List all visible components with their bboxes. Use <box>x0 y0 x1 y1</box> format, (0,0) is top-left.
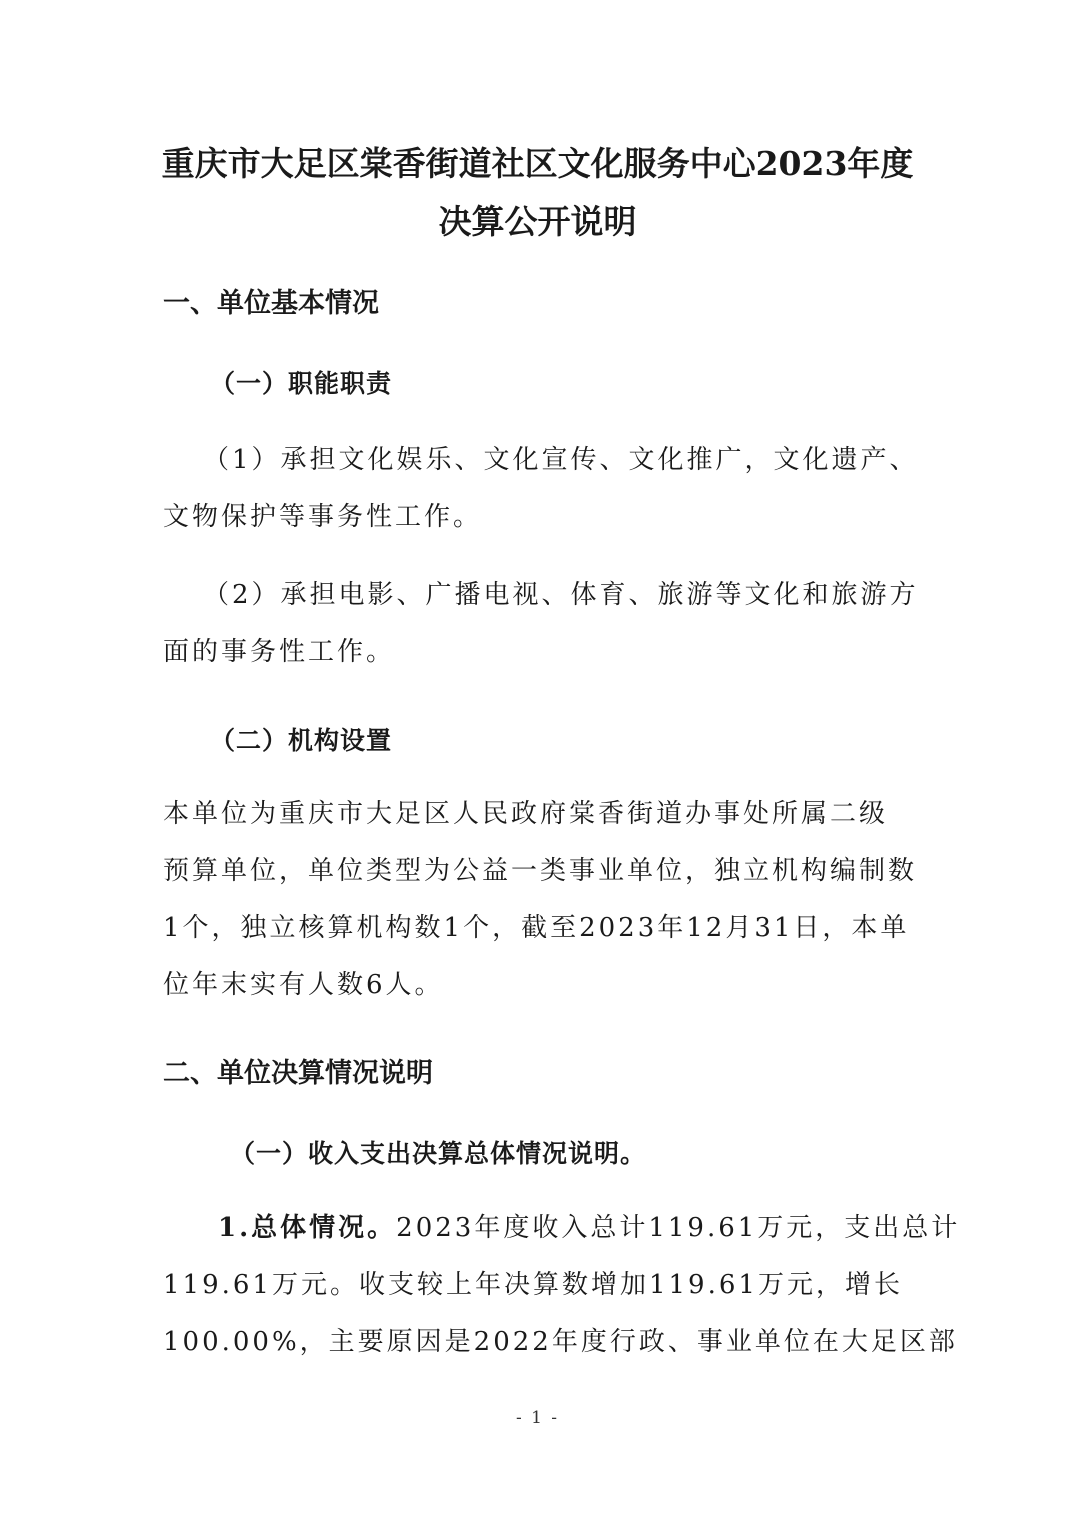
section-1-sub-1-heading: （一）职能职责 <box>210 369 393 398</box>
org-setup-line-4: 位年末实有人数6人。 <box>163 970 444 1000</box>
overall-situation-line-3: 100.00%，主要原因是2022年度行政、事业单位在大足区部 <box>163 1327 958 1357</box>
section-1-sub-2-heading: （二）机构设置 <box>210 726 393 755</box>
duty-item-1 <box>163 432 919 546</box>
overall-situation-lead: 1.总体情况。 <box>218 1213 397 1243</box>
org-setup-paragraph <box>163 786 918 1014</box>
duty-item-2 <box>163 567 919 681</box>
overall-situation-paragraph <box>163 1200 961 1371</box>
section-1-heading: 一、单位基本情况 <box>163 288 379 319</box>
org-setup-line-1: 本单位为重庆市大足区人民政府棠香街道办事处所属二级 <box>163 799 889 829</box>
duty-item-1-line-2: 文物保护等事务性工作。 <box>163 502 483 532</box>
org-setup-line-2: 预算单位，单位类型为公益一类事业单位，独立机构编制数 <box>163 856 918 886</box>
overall-situation-line-2: 119.61万元。收支较上年决算数增加119.61万元，增长 <box>163 1270 903 1300</box>
overall-situation-line-1-text: 2023年度收入总计119.61万元，支出总计 <box>396 1213 961 1243</box>
page-number: - 1 - <box>515 1408 560 1428</box>
section-2-sub-1-heading: （一）收入支出决算总体情况说明。 <box>230 1139 647 1168</box>
duty-item-2-line-1: （2）承担电影、广播电视、体育、旅游等文化和旅游方 <box>203 580 919 610</box>
duty-item-1-line-1: （1）承担文化娱乐、文化宣传、文化推广，文化遗产、 <box>203 445 919 475</box>
document-title-line-1: 重庆市大足区棠香街道社区文化服务中心2023年度 <box>161 144 914 183</box>
org-setup-line-3: 1个，独立核算机构数1个，截至2023年12月31日，本单 <box>163 913 910 943</box>
duty-item-2-line-2: 面的事务性工作。 <box>163 637 396 667</box>
document-title-line-2: 决算公开说明 <box>438 202 637 241</box>
overall-situation-line-1 <box>163 1200 961 1257</box>
section-2-heading: 二、单位决算情况说明 <box>163 1058 433 1089</box>
